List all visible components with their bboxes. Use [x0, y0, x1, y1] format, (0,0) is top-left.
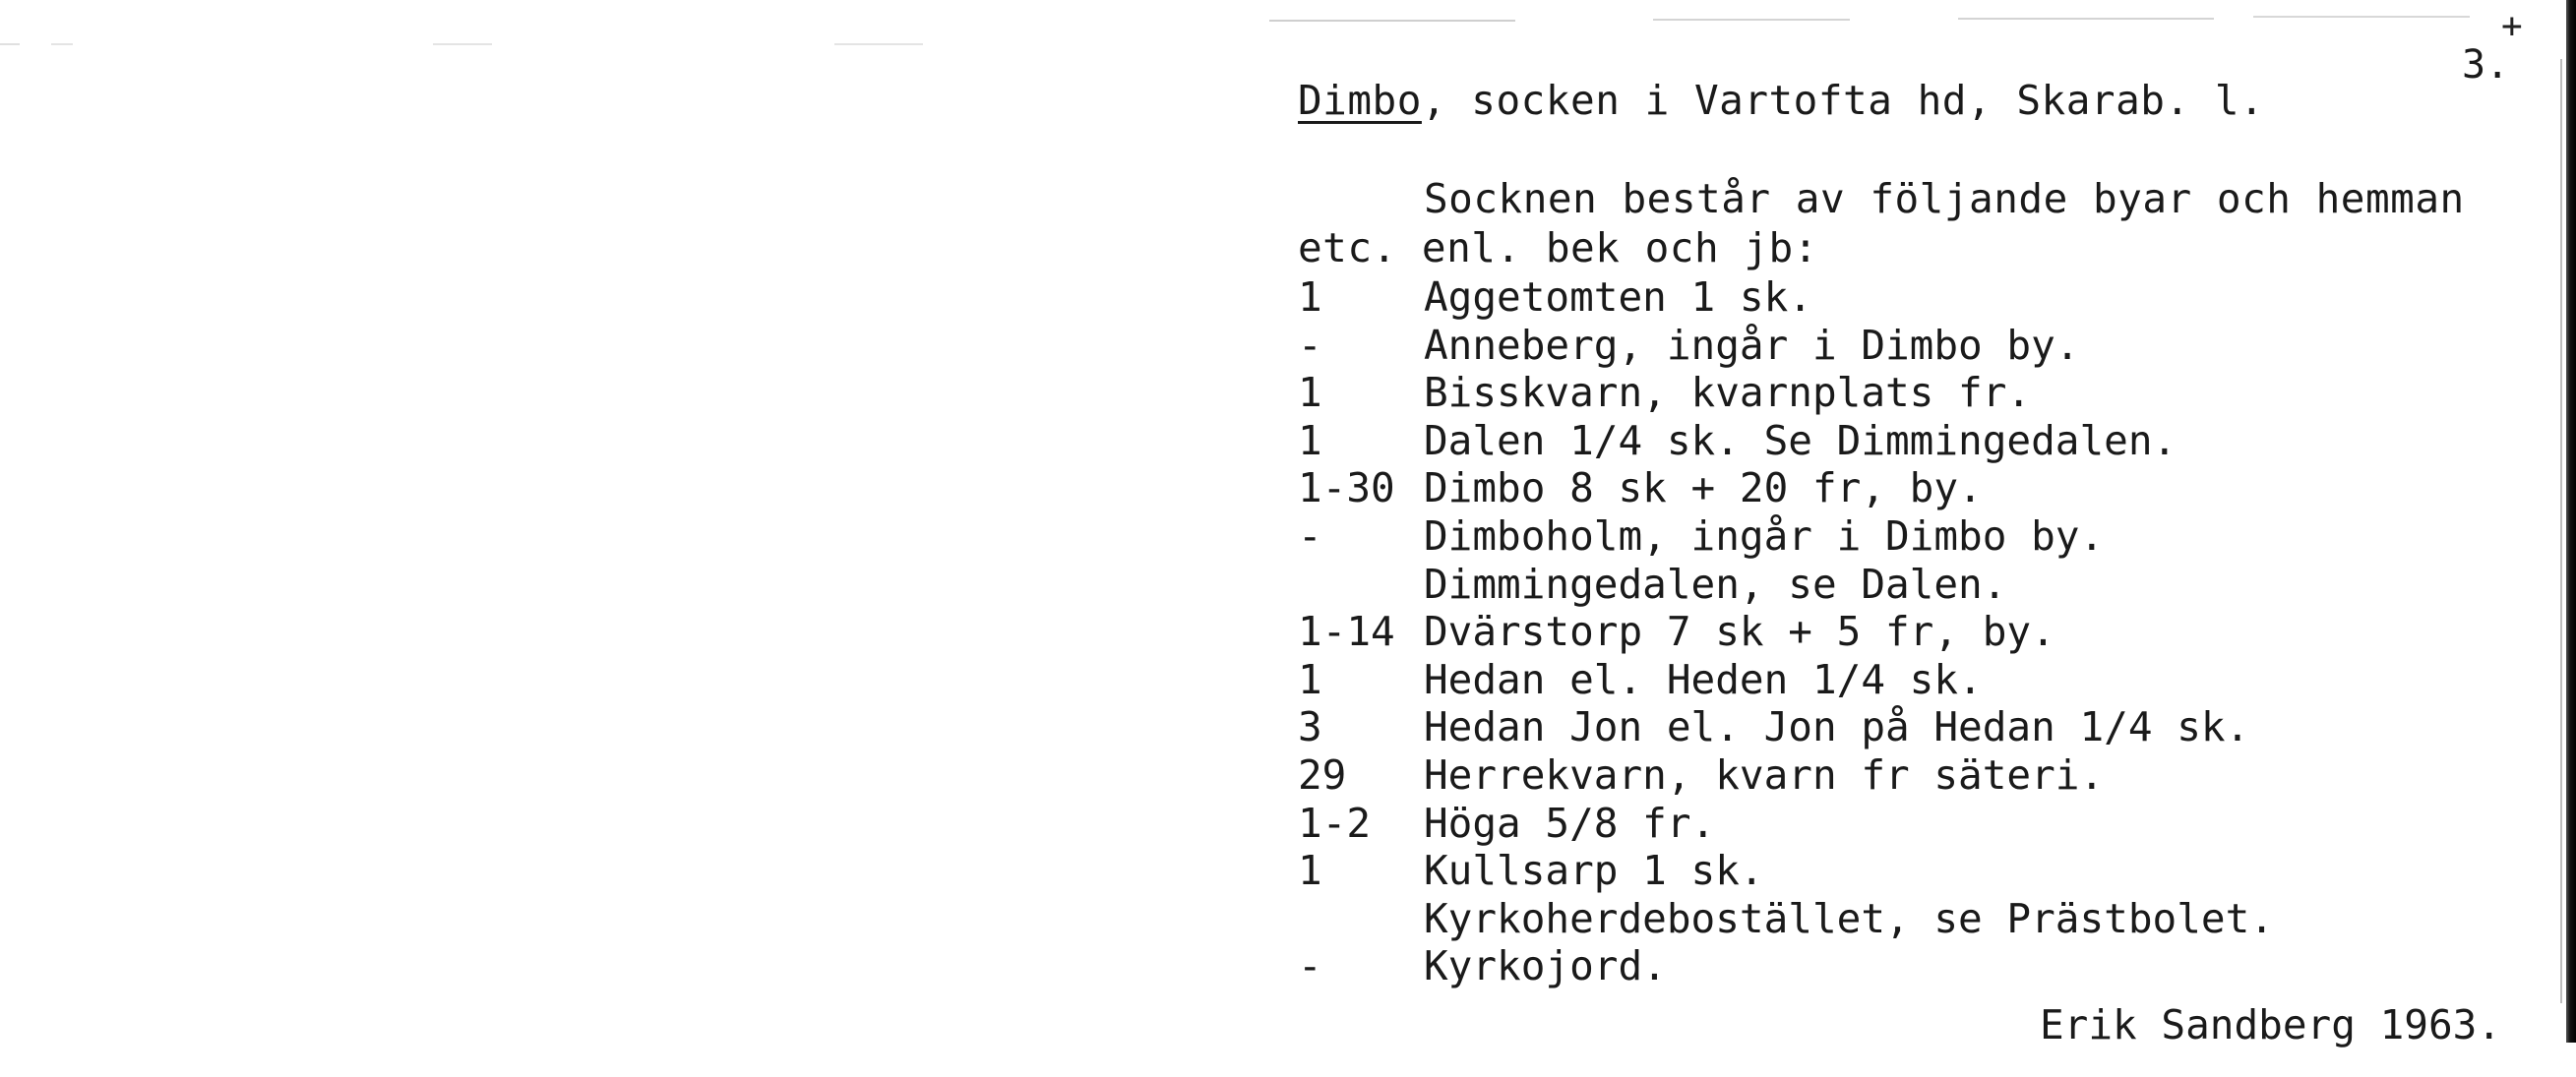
entry-text: Dimmingedalen, se Dalen. — [1424, 560, 2007, 608]
entry-text: Kyrkoherdebostället, se Prästbolet. — [1424, 894, 2274, 942]
entry-text: Herrekvarn, kvarn fr säteri. — [1424, 750, 2105, 799]
entry-text: Dimbo 8 sk + 20 fr, by. — [1424, 464, 1983, 512]
entry-number: - — [1298, 321, 1322, 369]
entry-number: 29 — [1298, 750, 1347, 799]
entry-number: 1-30 — [1298, 464, 1395, 512]
entry-text: Dalen 1/4 sk. Se Dimmingedalen. — [1424, 416, 2177, 464]
card-edge-line — [2560, 59, 2562, 1003]
entry-number: 1 — [1298, 655, 1322, 703]
entry-text: Aggetomten 1 sk. — [1424, 273, 1812, 321]
signature: Erik Sandberg 1963. — [2040, 1001, 2501, 1048]
corner-plus-mark: + — [2501, 6, 2523, 46]
entry-text: Dvärstorp 7 sk + 5 fr, by. — [1424, 608, 2055, 656]
scan-artifact — [433, 43, 492, 45]
entry-text: Anneberg, ingår i Dimbo by. — [1424, 321, 2080, 369]
intro-line-1: Socknen består av följande byar och hemman — [1424, 175, 2465, 222]
card-top-edge — [1653, 19, 1850, 21]
entry-number: 1 — [1298, 416, 1322, 464]
entry-text: Hedan el. Heden 1/4 sk. — [1424, 655, 1983, 703]
entry-text: Dimboholm, ingår i Dimbo by. — [1424, 511, 2105, 560]
entry-number: 1-2 — [1298, 799, 1372, 847]
entry-text: Kyrkojord. — [1424, 942, 1667, 990]
entry-text: Kullsarp 1 sk. — [1424, 847, 1764, 895]
card-heading — [1298, 77, 2264, 124]
entry-number: 3 — [1298, 703, 1322, 751]
card-top-edge — [1958, 18, 2214, 20]
entry-text: Hedan Jon el. Jon på Hedan 1/4 sk. — [1424, 703, 2250, 751]
card-dark-edge — [2566, 0, 2576, 1043]
index-card — [1269, 0, 2576, 1077]
entry-text: Höga 5/8 fr. — [1424, 799, 1716, 847]
card-top-edge — [2253, 16, 2470, 18]
entry-text: Bisskvarn, kvarnplats fr. — [1424, 369, 2032, 417]
entry-number: 1-14 — [1298, 608, 1395, 656]
parish-description: , socken i Vartofta hd, Skarab. l. — [1421, 77, 2265, 124]
parish-name: Dimbo — [1298, 77, 1422, 124]
entry-number: 1 — [1298, 273, 1322, 321]
entry-number: - — [1298, 511, 1322, 560]
entry-number: 1 — [1298, 369, 1322, 417]
page-number: 3. — [2462, 42, 2510, 88]
card-top-edge — [1269, 20, 1515, 22]
scan-artifact — [834, 43, 923, 45]
entry-number: - — [1298, 942, 1322, 990]
scan-artifact — [51, 43, 73, 45]
scan-artifact — [0, 43, 20, 45]
entry-number: 1 — [1298, 847, 1322, 895]
intro-line-2: etc. enl. bek och jb: — [1298, 224, 1818, 271]
